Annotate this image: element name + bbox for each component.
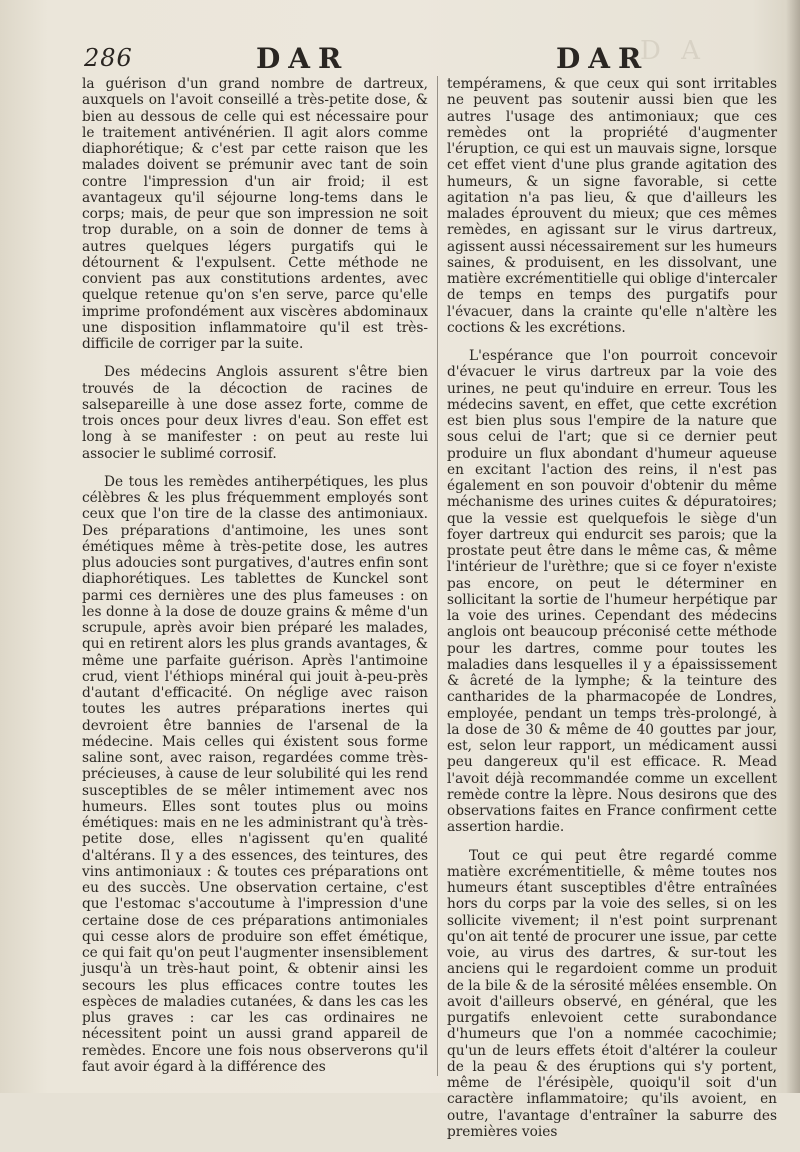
running-head-right: DAR bbox=[556, 42, 650, 75]
page-edge-shadow bbox=[786, 0, 800, 1093]
column-rule bbox=[437, 76, 438, 1076]
left-column bbox=[82, 76, 428, 1087]
paragraph: la guérison d'un grand nombre de dartreux, auxquels on l'avoit conseillé a très-petite dose, & bien au dessous de celle qui est nécessaire pour le traitement antivénérien. Il agit alors comme diaphorétique; & c'est par cette raison que les malades doivent se prémunir avec tant de soin contre l'impression d'un air froid; il est avantageux qu'il séjourne long-tems dans le corps; mais, de peur que son impression ne soit trop durable, on a soin de donner de tems à autres quelques légers purgatifs qui le détournent & l'expulsent. Cette méthode ne convient pas aux constitutions ardentes, avec quelque retenue qu'on s'en serve, parce qu'elle imprime profondément aux viscères abdominaux une disposition inflammatoire qu'il est très-difficile de corriger par la suite. bbox=[82, 76, 428, 352]
bleed-through-text: D A bbox=[640, 36, 706, 66]
right-column bbox=[447, 76, 777, 1152]
paragraph: De tous les remèdes antiherpétiques, les plus célèbres & les plus fréquemment employés sont ceux que l'on tire de la classe des antimoniaux. Des préparations d'antimoine, les unes sont émétiques même à très-petite dose, les autres plus adoucies sont purgatives, d'autres enfin sont diaphorétiques. Les tablettes de Kunckel sont parmi ces dernières une des plus fameuses : on les donne à la dose de douze grains & même d'un scrupule, après avoir bien préparé les malades, qui en retirent alors les plus grands avantages, & même une parfaite guérison. Après l'antimoine crud, vient l'éthiops minéral qui jouit à-peu-près d'autant d'efficacité. On néglige avec raison toutes les autres préparations inertes qui devroient être bannies de l'arsenal de la médecine. Mais celles qui éxistent sous forme saline sont, avec raison, regardées comme très-précieuses, à cause de leur solubilité qui les rend susceptibles de se mêler intimement avec nos humeurs. Elles sont toutes plus ou moins émétiques: mais en ne les administrant qu'à très-petite dose, elles n'agissent qu'en qualité d'altérans. Il y a des essences, des teintures, des vins antimoniaux : & toutes ces préparations ont eu des succès. Une observation certaine, c'est que l'estomac s'accoutume à l'impression d'une certaine dose de ces préparations antimoniales qui cesse alors de produire son effet émétique, ce qui fait qu'on peut l'augmenter insensiblement jusqu'à un très-haut point, & obtenir ainsi les secours les plus efficaces contre toutes les espèces de maladies cutanées, & dans les cas les plus graves : car les cas ordinaires ne nécessitent point un aussi grand appareil de remèdes. Encore une fois nous observerons qu'il faut avoir égard à la différence des bbox=[82, 473, 428, 1075]
paragraph: Tout ce qui peut être regardé comme matière excrémentitielle, & même toutes nos humeurs étant susceptibles d'être entraînées hors du corps par la voie des selles, si on les sollicite vivement; il n'est point surprenant qu'on ait tenté de procurer une issue, par cette voie, au virus des dartres, & sur-tout les anciens qui le regardoient comme un produit de la bile & de la sérosité mêlées ensemble. On avoit d'ailleurs observé, en général, que les purgatifs enlevoient cette surabondance d'humeurs que l'on a nommée cacochimie; qu'un de leurs effets étoit d'altérer la couleur de la peau & des éruptions qui s'y portent, même de l'érésipèle, quoiqu'il soit d'un caractère inflammatoire; qu'ils avoient, en outre, l'avantage d'entraîner la saburre des premières voies bbox=[447, 847, 777, 1140]
running-head-left: DAR bbox=[256, 42, 350, 75]
paragraph: L'espérance que l'on pourroit concevoir d'évacuer le virus dartreux par la voie des urines, ne peut qu'induire en erreur. Tous les médecins savent, en effet, que cette excrétion est bien plus sous l'empire de la nature que sous celui de l'art; que si ce dernier peut produire un flux abondant d'humeur aqueuse en excitant l'action des reins, il n'est pas également en son pouvoir d'obtenir du même méchanisme des urines cuites & dépuratoires; que la vessie est quelquefois le siège d'un foyer dartreux qui endurcit ses parois; que la prostate peut être dans le même cas, & même l'intérieur de l'urèthre; que si ce foyer n'existe pas encore, on peut le déterminer en sollicitant la sortie de l'humeur herpétique par la voie des urines. Cependant des médecins anglois ont beaucoup préconisé cette méthode pour les dartres, comme pour toutes les maladies dans lesquelles il y a épaississement & âcreté de la lymphe; & la teinture des cantharides de la pharmacopée de Londres, employée, pendant un temps très-prolongé, à la dose de 30 & même de 40 gouttes par jour, est, selon leur rapport, un médicament aussi peu dangereux qu'il est efficace. R. Mead l'avoit déjà recommandée comme un excellent remède contre la lèpre. Nous desirons que des observations faites en France confirment cette assertion hardie. bbox=[447, 348, 777, 836]
paragraph: tempéramens, & que ceux qui sont irritables ne peuvent pas soutenir aussi bien que les autres l'usage des antimoniaux; que ces remèdes ont la propriété d'augmenter l'éruption, ce qui est un mauvais signe, lorsque cet effet vient d'une plus grande agitation des humeurs, & un signe favorable, si cette agitation n'a pas lieu, & que d'ailleurs les malades éprouvent du mieux; que ces mêmes remèdes, en agissant sur le virus dartreux, agissent aussi nécessairement sur les humeurs saines, & produisent, en les dissolvant, une matière excrémentitielle qui oblige d'intercaler de temps en temps des purgatifs pour l'évacuer, dans la crainte qu'elle n'altère les coctions & les excrétions. bbox=[447, 76, 777, 336]
page-number: 286 bbox=[84, 44, 133, 72]
paragraph: Des médecins Anglois assurent s'être bien trouvés de la décoction de racines de salsepareille à une dose assez forte, comme de trois onces pour deux livres d'eau. Son effet est long à se manifester : on peut au reste lui associer le sublimé corrosif. bbox=[82, 364, 428, 462]
page-header bbox=[78, 40, 778, 76]
